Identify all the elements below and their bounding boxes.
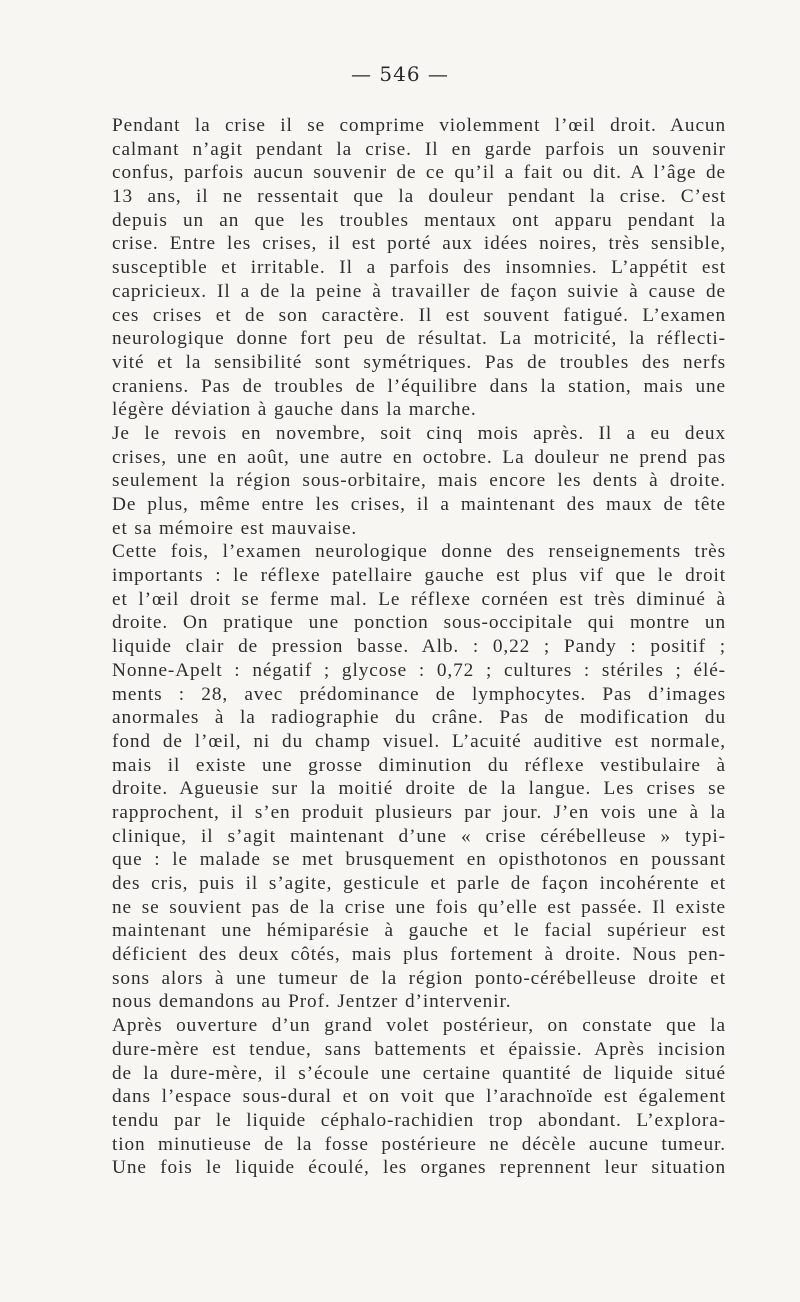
text-line: anormales à la radiographie du crâne. Pas de modification du (112, 707, 726, 729)
text-line: susceptible et irritable. Il a parfois des insomnies. L’appétit est (112, 257, 726, 279)
text-line: Après ouverture d’un grand volet postérieur, on constate que la (112, 1015, 726, 1037)
text-line: déficient des deux côtés, mais plus fortement à droite. Nous pen- (112, 944, 726, 966)
text-line: clinique, il s’agit maintenant d’une « crise cérébelleuse » typi- (112, 825, 726, 847)
text-line: importants : le réflexe patellaire gauche est plus vif que le droit (112, 565, 726, 587)
text-line: dans l’espace sous-dural et on voit que l’arachnoïde est également (112, 1086, 726, 1108)
text-line: Une fois le liquide écoulé, les organes reprennent leur situation (112, 1157, 726, 1179)
text-line: de la dure-mère, il s’écoule une certaine quantité de liquide situé (112, 1062, 726, 1084)
text-line: seulement la région sous-orbitaire, mais encore les dents à droite. (112, 470, 726, 492)
text-line: droite. Agueusie sur la moitié droite de la langue. Les crises se (112, 778, 726, 800)
text-line: ces crises et de son caractère. Il est souvent fatigué. L’examen (112, 304, 726, 326)
text-line: que : le malade se met brusquement en opisthotonos en poussant (112, 849, 726, 871)
text-line: droite. On pratique une ponction sous-occipitale qui montre un (112, 612, 726, 634)
body-text (112, 114, 726, 1180)
text-line: 13 ans, il ne ressentait que la douleur pendant la crise. C’est (112, 186, 726, 208)
text-line: sons alors à une tumeur de la région ponto-cérébelleuse droite et (112, 967, 726, 989)
text-line: Nonne-Apelt : négatif ; glycose : 0,72 ; cultures : stériles ; élé- (112, 659, 726, 681)
text-line: mais il existe une grosse diminution du réflexe vestibulaire à (112, 754, 726, 776)
text-line: rapprochent, il s’en produit plusieurs par jour. J’en vois une à la (112, 801, 726, 823)
text-line: fond de l’œil, ni du champ visuel. L’acuité auditive est normale, (112, 730, 726, 752)
text-line: Je le revois en novembre, soit cinq mois après. Il a eu deux (112, 422, 726, 444)
text-line: capricieux. Il a de la peine à travailler de façon suivie à cause de (112, 280, 726, 302)
text-line: craniens. Pas de troubles de l’équilibre dans la station, mais une (112, 375, 726, 397)
text-line: et sa mémoire est mauvaise. (112, 517, 358, 539)
text-line: Pendant la crise il se comprime violemment l’œil droit. Aucun (112, 115, 726, 136)
text-line: calmant n’agit pendant la crise. Il en garde parfois un souvenir (112, 138, 726, 160)
text-line: dure-mère est tendue, sans battements et épaissie. Après incision (112, 1038, 726, 1060)
text-line: Cette fois, l’examen neurologique donne des renseignements très (112, 541, 726, 563)
text-line: confus, parfois aucun souvenir de ce qu’il a fait ou dit. A l’âge de (112, 162, 726, 184)
text-line: vité et la sensibilité sont symétriques. Pas de troubles des nerfs (112, 351, 726, 373)
text-line: maintenant une hémiparésie à gauche et le facial supérieur est (112, 920, 726, 942)
text-line: et l’œil droit se ferme mal. Le réflexe cornéen est très diminué à (112, 588, 726, 610)
text-line: depuis un an que les troubles mentaux ont apparu pendant la (112, 209, 726, 231)
text-line: ne se souvient pas de la crise une fois qu’elle est passée. Il existe (112, 896, 726, 918)
text-line: crise. Entre les crises, il est porté aux idées noires, très sensible, (112, 233, 726, 255)
text-line: ments : 28, avec prédominance de lymphocytes. Pas d’images (112, 683, 726, 705)
text-line: tion minutieuse de la fosse postérieure ne décèle aucune tumeur. (112, 1133, 726, 1155)
text-line: nous demandons au Prof. Jentzer d’intervenir. (112, 991, 512, 1013)
text-line: des cris, puis il s’agite, gesticule et parle de façon incohérente et (112, 873, 726, 894)
text-line: légère déviation à gauche dans la marche. (112, 399, 477, 421)
text-line: neurologique donne fort peu de résultat. La motricité, la réflecti- (112, 328, 726, 350)
text-line: crises, une en août, une autre en octobre. La douleur ne prend pas (112, 446, 726, 468)
text-line: De plus, même entre les crises, il a maintenant des maux de tête (112, 494, 726, 515)
text-line: tendu par le liquide céphalo-rachidien trop abondant. L’explora- (112, 1109, 726, 1131)
page-number: — 546 — (351, 62, 449, 86)
text-line: liquide clair de pression basse. Alb. : 0,22 ; Pandy : positif ; (112, 636, 726, 658)
